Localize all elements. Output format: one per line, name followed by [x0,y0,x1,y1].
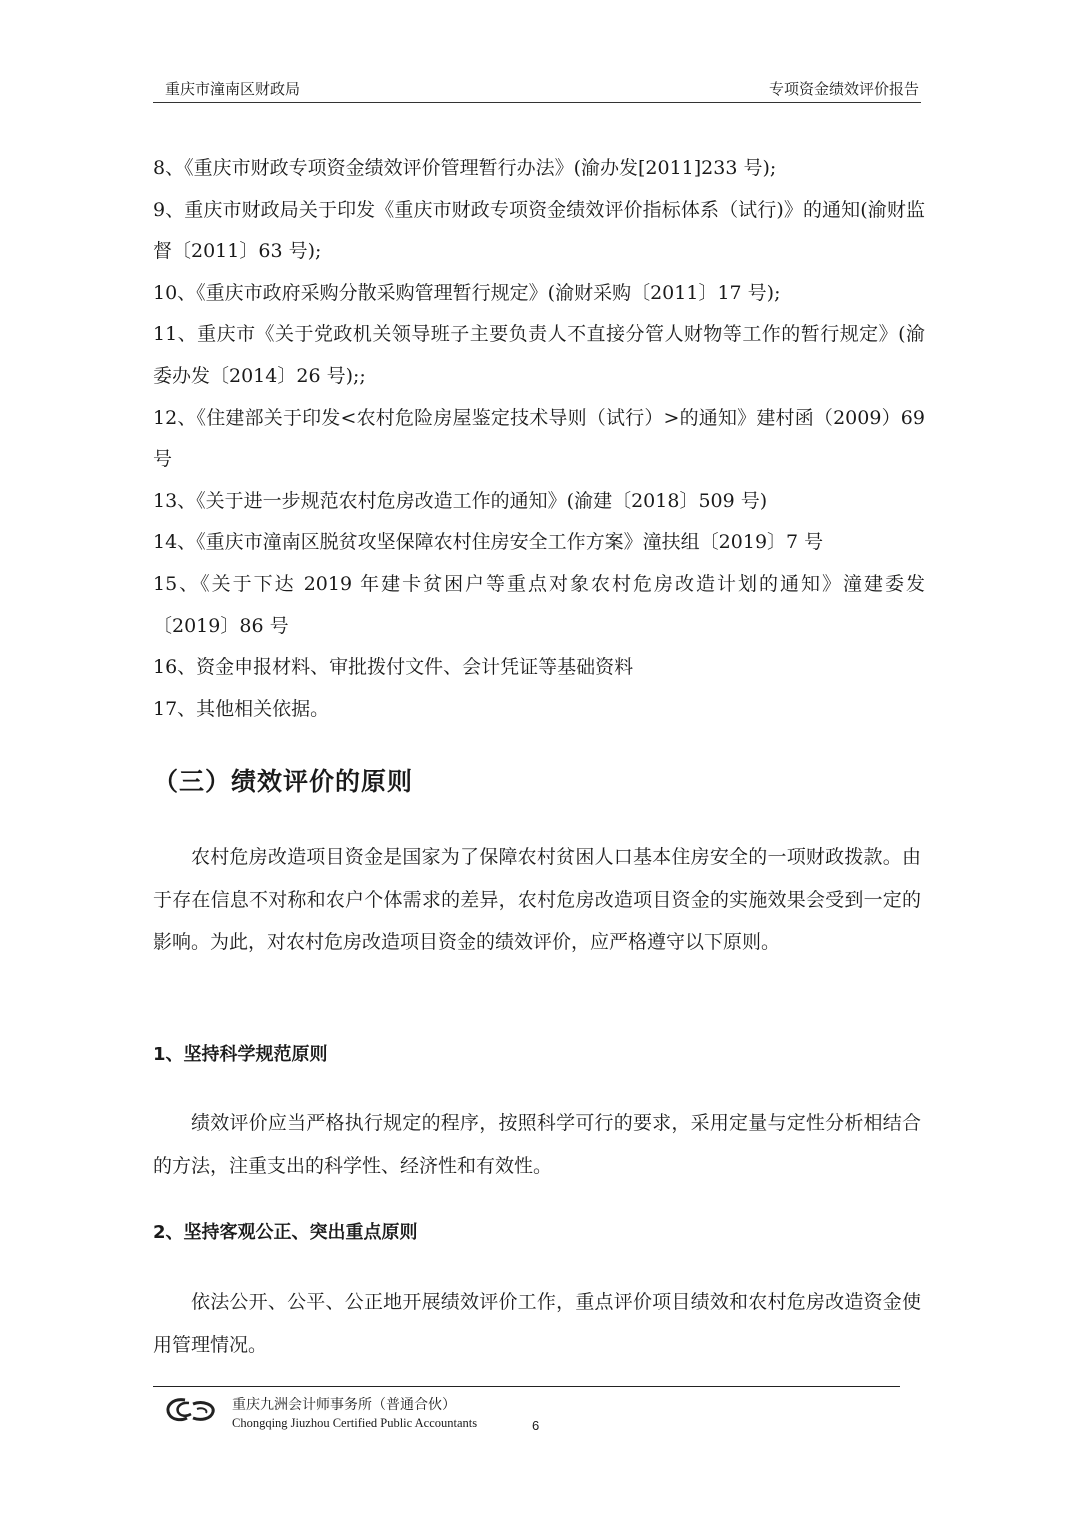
principle-heading: 2、坚持客观公正、突出重点原则 [153,1222,418,1243]
intro-paragraph: 农村危房改造项目资金是国家为了保障农村贫困人口基本住房安全的一项财政拨款。由于存在信息不对称和农户个体需求的差异，农村危房改造项目资金的实施效果会受到一定的影响。为此，对农村危房改造项目资金的绩效评价，应严格遵守以下原则。 [153,846,921,953]
principle-text: 绩效评价应当严格执行规定的程序，按照科学可行的要求，采用定量与定性分析相结合的方法，注重支出的科学性、经济性和有效性。 [153,1112,921,1177]
reference-item: 11、重庆市《关于党政机关领导班子主要负责人不直接分管人财物等工作的暂行规定》(渝委办发〔2014〕26 号);; [153,323,925,387]
reference-item: 17、其他相关依据。 [153,697,330,720]
footer-divider [153,1386,900,1387]
page-header [153,72,921,103]
footer-firm-name-cn: 重庆九洲会计师事务所（普通合伙） [232,1397,456,1413]
reference-item: 16、资金申报材料、审批拨付文件、会计凭证等基础资料 [153,656,634,679]
reference-item: 15、《关于下达 2019 年建卡贫困户等重点对象农村危房改造计划的通知》潼建委发〔2019〕86 号 [153,572,925,637]
reference-item: 12、《住建部关于印发<农村危险房屋鉴定技术导则（试行）>的通知》建村函（2009）69 号 [153,406,925,471]
reference-item: 8、《重庆市财政专项资金绩效评价管理暂行办法》(渝办发[2011]233 号); [153,157,777,179]
footer-firm-name-en: Chongqing Jiuzhou Certified Public Accountants [232,1416,478,1430]
reference-item: 9、重庆市财政局关于印发《重庆市财政专项资金绩效评价指标体系（试行)》的通知(渝财监督〔2011〕63 号); [153,198,925,263]
principle-heading: 1、坚持科学规范原则 [153,1044,328,1065]
reference-list [153,148,925,730]
header-left-text: 重庆市潼南区财政局 [165,80,301,98]
principle-text: 依法公开、公平、公正地开展绩效评价工作，重点评价项目绩效和农村危房改造资金使用管理情况。 [153,1291,921,1356]
reference-item: 10、《重庆市政府采购分散采购管理暂行规定》(渝财采购〔2011〕17 号); [153,281,781,304]
reference-item: 13、《关于进一步规范农村危房改造工作的通知》(渝建〔2018〕509 号) [153,489,768,512]
section-title: （三）绩效评价的原则 [153,767,414,796]
header-right-text: 专项资金绩效评价报告 [768,80,919,98]
reference-item: 14、《重庆市潼南区脱贫攻坚保障农村住房安全工作方案》潼扶组〔2019〕7 号 [153,531,824,554]
jiuzhou-logo-icon [163,1396,219,1424]
page-number: 6 [532,1418,540,1433]
